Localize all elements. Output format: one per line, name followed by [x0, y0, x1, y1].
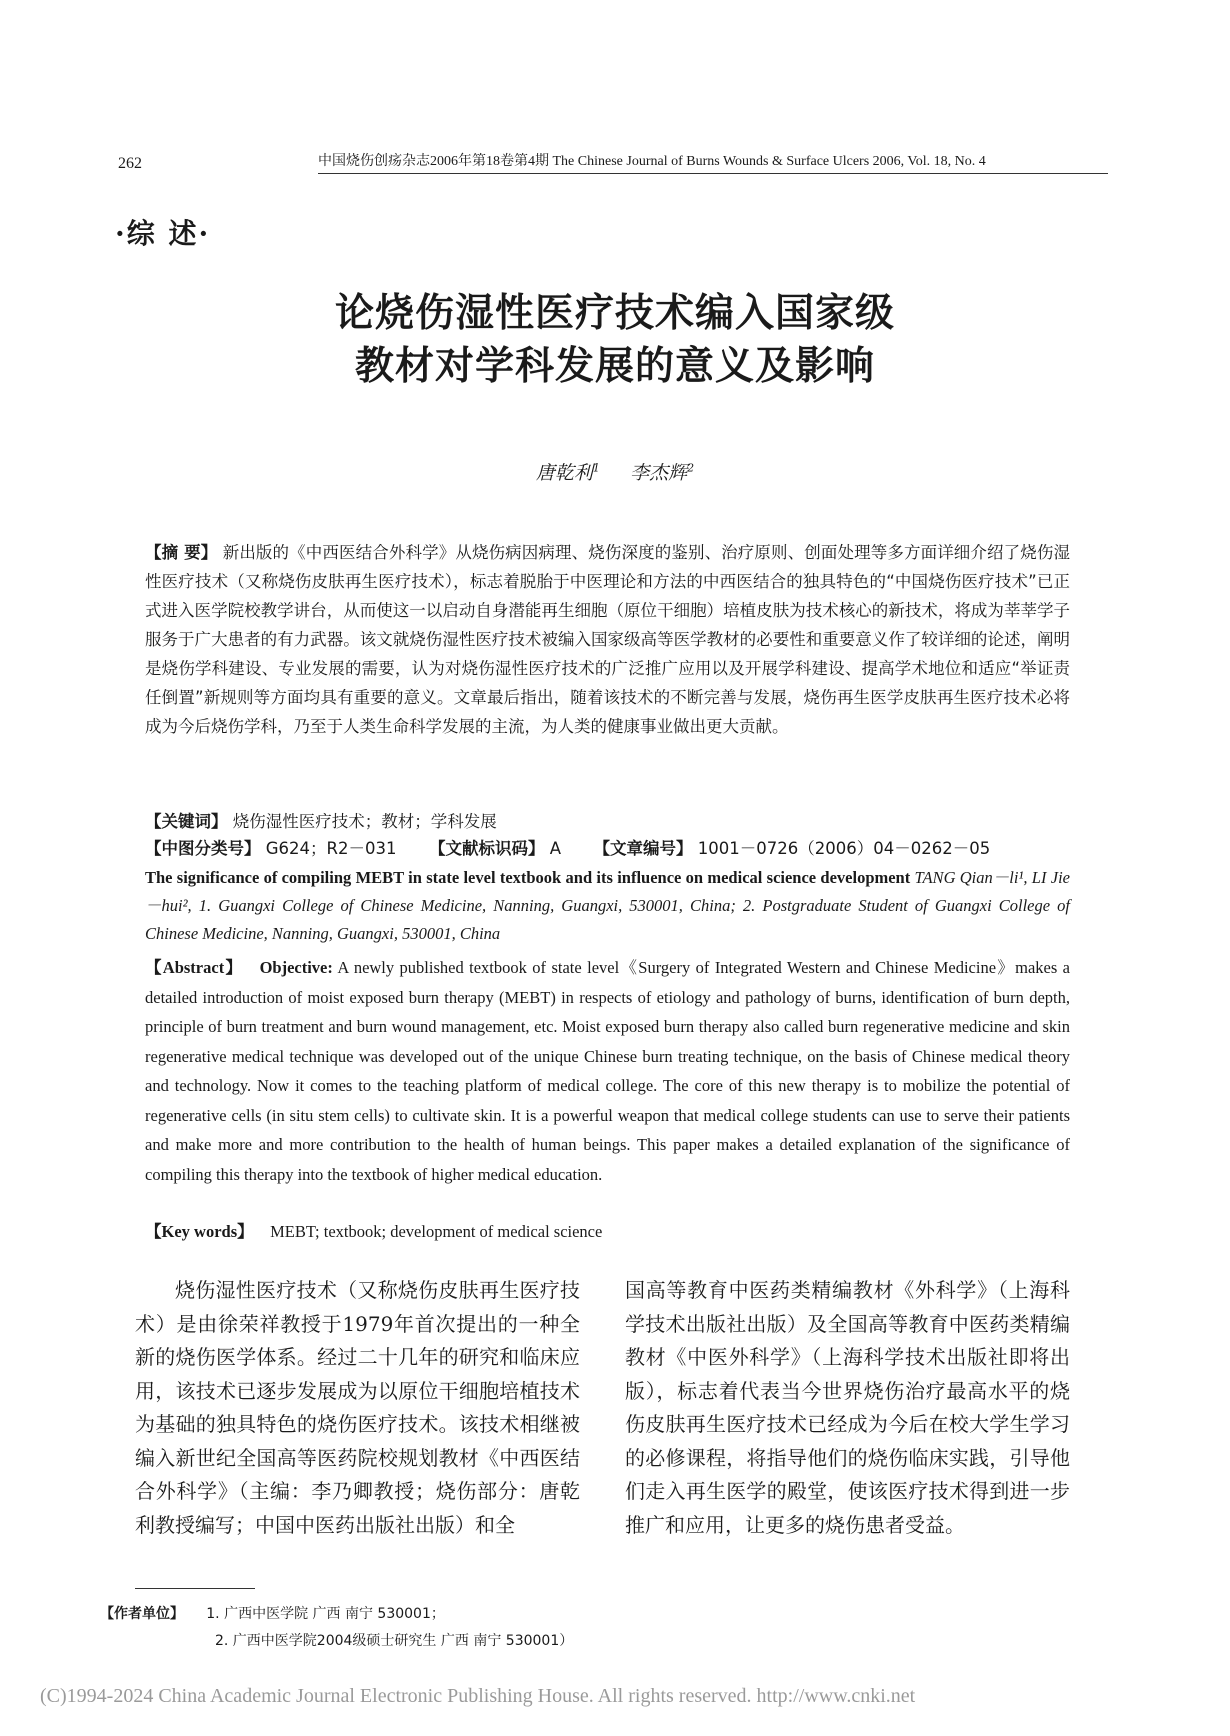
author-1: 唐乾利: [535, 462, 593, 484]
article-number-value: 1001－0726（2006）04－0262－05: [697, 839, 991, 858]
chinese-abstract: [145, 538, 1070, 741]
doc-code-value: A: [549, 839, 562, 858]
title-line-1: 论烧伤湿性医疗技术编入国家级: [334, 291, 895, 336]
running-head: 中国烧伤创疡杂志2006年第18卷第4期 The Chinese Journal of Burns Wounds & Surface Ulcers 2006, Vol. 18, No. 4: [318, 150, 1108, 174]
english-title-block: [145, 864, 1070, 948]
page-number: 262: [118, 155, 142, 172]
clc-label: 【中图分类号】: [145, 839, 261, 858]
body-column-left: 烧伤湿性医疗技术（又称烧伤皮肤再生医疗技术）是由徐荣祥教授于1979年首次提出的一种全新的烧伤医学体系。经过二十几年的研究和临床应用，该技术已逐步发展成为以原位干细胞培植技术为基础的独具特色的烧伤医疗技术。该技术相继被编入新世纪全国高等医药院校规划教材《中西医结合外科学》（主编：李乃卿教授；烧伤部分：唐乾利教授编写；中国中医药出版社出版）和全: [135, 1278, 580, 1537]
english-keywords-label: 【Key words】: [145, 1222, 254, 1241]
chinese-keywords-label: 【关键词】: [145, 812, 228, 831]
english-title: The significance of compiling MEBT in state level textbook and its influence on medical science development: [145, 868, 911, 887]
footnote-affil-2: 2. 广西中医学院2004级硕士研究生 广西 南宁 530001）: [215, 1633, 574, 1649]
english-keywords-text: MEBT; textbook; development of medical science: [270, 1222, 603, 1241]
classification-row: [145, 835, 1070, 859]
english-objective-label: Objective:: [259, 958, 333, 977]
english-abstract-label: 【Abstract】: [145, 958, 244, 977]
author-2: 李杰辉: [630, 462, 688, 484]
chinese-abstract-text: 新出版的《中西医结合外科学》从烧伤病因病理、烧伤深度的鉴别、治疗原则、创面处理等多方面详细介绍了烧伤湿性医疗技术（又称烧伤皮肤再生医疗技术），标志着脱胎于中医理论和方法的中西医结合的独具特色的“中国烧伤医疗技术”已正式进入医学院校教学讲台，从而使这一以启动自身潜能再生细胞（原位干细胞）培植皮肤为技术核心的新技术，将成为莘莘学子服务于广大患者的有力武器。该文就烧伤湿性医疗技术被编入国家级高等医学教材的必要性和重要意义作了较详细的论述，阐明是烧伤学科建设、专业发展的需要，认为对烧伤湿性医疗技术的广泛推广应用以及开展学科建设、提高学术地位和适应“举证责任倒置”新规则等方面均具有重要的意义。文章最后指出，随着该技术的不断完善与发展，烧伤再生医学皮肤再生医疗技术必将成为今后烧伤学科，乃至于人类生命科学发展的主流，为人类的健康事业做出更大贡献。: [145, 543, 1071, 736]
authors: [100, 458, 1130, 485]
article-number-label: 【文章编号】: [593, 839, 693, 858]
english-authors-affiliations: TANG Qian－li¹, LI Jie－hui², 1. Guangxi College of Chinese Medicine, Nanning, Guangxi, 530001, China; 2. Postgraduate Student of Guangxi College of Chinese Medicine, Nanning, Guangxi, 530001, China: [145, 868, 1070, 943]
footnote-line-1: [100, 1603, 445, 1623]
footnote-divider: [135, 1588, 255, 1589]
footnote-label: 【作者单位】: [100, 1606, 184, 1622]
author-2-affil: 2: [687, 461, 695, 475]
chinese-abstract-label: 【摘 要】: [145, 543, 218, 562]
chinese-keywords-text: 烧伤湿性医疗技术；教材；学科发展: [232, 812, 497, 831]
clc-value: G624；R2－031: [265, 839, 397, 858]
section-label: ·综 述·: [115, 217, 211, 250]
copyright-watermark: (C)1994-2024 China Academic Journal Electronic Publishing House. All rights reserved. http://www.cnki.net: [40, 1685, 916, 1707]
body-column-right: 国高等教育中医药类精编教材《外科学》（上海科学技术出版社出版）及全国高等教育中医药类精编教材《中医外科学》（上海科学技术出版社即将出版），标志着代表当今世界烧伤治疗最高水平的烧伤皮肤再生医疗技术已经成为今后在校大学生学习的必修课程，将指导他们的烧伤临床实践，引导他们走入再生医学的殿堂，使该医疗技术得到进一步推广和应用，让更多的烧伤患者受益。: [625, 1278, 1070, 1537]
chinese-keywords: [145, 808, 1070, 832]
english-abstract-text: A newly published textbook of state level《Surgery of Integrated Western and Chinese Medicine》makes a detailed introduction of moist exposed burn therapy (MEBT) in respects of etiology and pathology of burns, identification of burn depth, principle of burn treatment and burn wound management, etc. Moist exposed burn therapy also called burn regenerative medicine and skin regenerative medical technique was developed out of the unique Chinese burn treating technique, on the basis of Chinese medical theory and technology. Now it comes to the teaching platform of medical college. The core of this new therapy is to mobilize the potential of regenerative cells (in situ stem cells) to cultivate skin. It is a powerful weapon that medical college students can use to serve their patients and make more and more contribution to the health of human beings. This paper makes a detailed explanation of the significance of compiling this therapy into the textbook of higher medical education.: [145, 958, 1071, 1184]
title-line-2: 教材对学科发展的意义及影响: [354, 344, 875, 389]
author-1-affil: 1: [592, 461, 600, 475]
english-keywords: [145, 1218, 602, 1242]
english-abstract: [145, 953, 1070, 1189]
doc-code-label: 【文献标识码】: [429, 839, 545, 858]
footnote-affil-1: 1. 广西中医学院 广西 南宁 530001；: [206, 1606, 445, 1622]
